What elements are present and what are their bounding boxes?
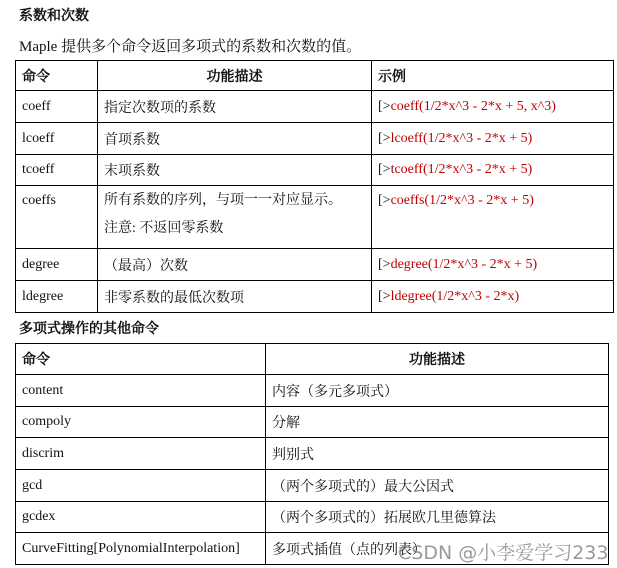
- description-cell: 分解: [266, 407, 609, 438]
- prompt: [>: [378, 256, 391, 272]
- section-title-coefficients: 系数和次数: [19, 8, 89, 24]
- description-cell: （两个多项式的）最大公因式: [266, 470, 609, 502]
- command-cell: lcoeff: [16, 123, 98, 155]
- example-code: lcoeff(1/2*x^3 - 2*x + 5): [390, 130, 533, 146]
- command-cell: compoly: [16, 407, 266, 438]
- table-row: [16, 375, 609, 407]
- command-cell: coeff: [16, 91, 98, 123]
- description-cell: 多项式插值（点的列表）: [266, 533, 609, 565]
- coefficients-table: [15, 60, 614, 313]
- command-cell: gcd: [16, 470, 266, 502]
- header-example: 示例: [372, 61, 614, 91]
- description-cell: 指定次数项的系数: [98, 91, 372, 123]
- example-cell: [372, 155, 614, 186]
- example-cell: [372, 91, 614, 123]
- example-cell: [372, 186, 614, 249]
- table-row: [16, 502, 609, 533]
- table-row: [16, 407, 609, 438]
- other-commands-table: [15, 343, 609, 565]
- description-note: 注意: 不返回零系数: [104, 221, 224, 236]
- command-cell: gcdex: [16, 502, 266, 533]
- table-row: [16, 438, 609, 470]
- header-description: 功能描述: [266, 344, 609, 375]
- command-cell: tcoeff: [16, 155, 98, 186]
- example-cell: [372, 249, 614, 281]
- description-cell: 内容（多元多项式）: [266, 375, 609, 407]
- example-code: ldegree(1/2*x^3 - 2*x): [390, 288, 520, 304]
- table-row: [16, 123, 614, 155]
- command-cell: CurveFitting[PolynomialInterpolation]: [16, 533, 266, 565]
- description-cell: （两个多项式的）拓展欧几里德算法: [266, 502, 609, 533]
- table-row: [16, 186, 614, 249]
- table-row: [16, 281, 614, 313]
- section-title-other-commands: 多项式操作的其他命令: [19, 321, 159, 337]
- header-command: 命令: [16, 61, 98, 91]
- command-cell: discrim: [16, 438, 266, 470]
- table-header-row: [16, 61, 614, 91]
- description-cell: （最高）次数: [98, 249, 372, 281]
- command-cell: degree: [16, 249, 98, 281]
- example-code: degree(1/2*x^3 - 2*x + 5): [390, 256, 538, 272]
- table-row: [16, 155, 614, 186]
- table-row: [16, 249, 614, 281]
- command-cell: ldegree: [16, 281, 98, 313]
- example-code: coeffs(1/2*x^3 - 2*x + 5): [390, 193, 534, 208]
- description-cell: 判别式: [266, 438, 609, 470]
- example-code: coeff(1/2*x^3 - 2*x + 5, x^3): [390, 98, 556, 114]
- example-code: tcoeff(1/2*x^3 - 2*x + 5): [390, 162, 533, 177]
- command-cell: content: [16, 375, 266, 407]
- table-row: [16, 91, 614, 123]
- prompt: [>: [378, 193, 391, 208]
- example-cell: [372, 123, 614, 155]
- table-header-row: [16, 344, 609, 375]
- description-cell: 末项系数: [98, 155, 372, 186]
- description-text: 所有系数的序列，与项一一对应显示。: [104, 193, 342, 208]
- table-row: [16, 470, 609, 502]
- intro-text: Maple 提供多个命令返回多项式的系数和次数的值。: [19, 39, 362, 55]
- prompt: [>: [378, 288, 391, 304]
- header-description: 功能描述: [98, 61, 372, 91]
- header-command: 命令: [16, 344, 266, 375]
- watermark: CSDN @小李爱学习233: [398, 542, 609, 564]
- prompt: [>: [378, 98, 391, 114]
- example-cell: [372, 281, 614, 313]
- prompt: [>: [378, 130, 391, 146]
- description-cell: 首项系数: [98, 123, 372, 155]
- prompt: [>: [378, 162, 391, 177]
- command-cell: coeffs: [16, 186, 98, 249]
- description-cell: 非零系数的最低次数项: [98, 281, 372, 313]
- description-cell: [98, 186, 372, 249]
